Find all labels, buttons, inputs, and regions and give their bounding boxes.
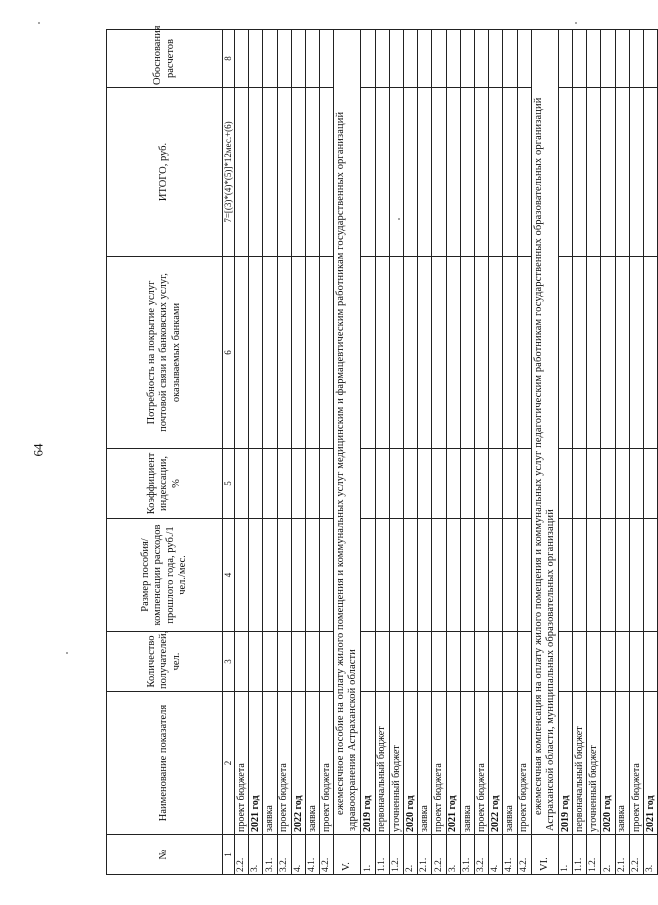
empty-cell xyxy=(277,88,291,257)
col-header-name: Наименование показателя xyxy=(107,692,223,835)
table-row xyxy=(263,30,277,875)
empty-cell xyxy=(601,632,615,692)
empty-cell xyxy=(629,88,643,257)
empty-cell xyxy=(503,632,517,692)
col-header-num: № xyxy=(107,835,223,875)
row-number: 2.2. xyxy=(235,835,249,875)
empty-cell xyxy=(460,519,474,632)
index-cell: 6 xyxy=(223,257,235,449)
empty-cell xyxy=(601,257,615,449)
row-number: 3.1. xyxy=(263,835,277,875)
row-label: заявка xyxy=(305,692,319,835)
row-number: 3.2. xyxy=(474,835,488,875)
empty-cell xyxy=(277,519,291,632)
empty-cell xyxy=(389,88,403,257)
table-row xyxy=(587,30,601,875)
empty-cell xyxy=(305,449,319,519)
row-number: 4.2. xyxy=(320,835,334,875)
empty-cell xyxy=(474,257,488,449)
row-number: 1.2. xyxy=(587,835,601,875)
empty-cell xyxy=(474,449,488,519)
section-row xyxy=(531,30,558,875)
empty-cell xyxy=(235,257,249,449)
empty-cell xyxy=(263,632,277,692)
empty-cell xyxy=(263,88,277,257)
empty-cell xyxy=(517,30,531,88)
empty-cell xyxy=(629,632,643,692)
empty-cell xyxy=(263,257,277,449)
scan-speck xyxy=(38,22,40,24)
col-header-justification: Обоснования расчетов xyxy=(107,30,223,88)
empty-cell xyxy=(446,257,460,449)
empty-cell xyxy=(404,30,418,88)
table-row xyxy=(474,30,488,875)
empty-cell xyxy=(249,449,263,519)
table-row xyxy=(235,30,249,875)
empty-cell xyxy=(601,88,615,257)
empty-cell xyxy=(235,449,249,519)
empty-cell xyxy=(432,88,446,257)
empty-cell xyxy=(320,632,334,692)
empty-cell xyxy=(489,519,503,632)
row-number: 1. xyxy=(558,835,572,875)
empty-cell xyxy=(375,88,389,257)
empty-cell xyxy=(460,257,474,449)
empty-cell xyxy=(361,519,375,632)
empty-cell xyxy=(629,519,643,632)
row-label: проект бюджета xyxy=(629,692,643,835)
row-label: 2021 год xyxy=(249,692,263,835)
empty-cell xyxy=(489,30,503,88)
table-row xyxy=(643,30,657,875)
row-number: 4. xyxy=(489,835,503,875)
section-row xyxy=(334,30,361,875)
empty-cell xyxy=(558,449,572,519)
empty-cell xyxy=(375,257,389,449)
row-number: 1.1. xyxy=(573,835,587,875)
table-row xyxy=(573,30,587,875)
empty-cell xyxy=(503,449,517,519)
empty-cell xyxy=(489,257,503,449)
row-label: первоначальный бюджет xyxy=(375,692,389,835)
empty-cell xyxy=(418,519,432,632)
section-title: ежемесячное пособие на оплату жилого помещения и коммунальных услуг медицинским и фармацевтическим работникам государственных организаций здравоохранения Астраханской области xyxy=(334,30,361,835)
empty-cell xyxy=(446,632,460,692)
row-label: заявка xyxy=(418,692,432,835)
empty-cell xyxy=(615,257,629,449)
table-row xyxy=(432,30,446,875)
col-header-total: ИТОГО, руб. xyxy=(107,88,223,257)
empty-cell xyxy=(601,30,615,88)
empty-cell xyxy=(587,449,601,519)
row-number: 3. xyxy=(446,835,460,875)
table-row xyxy=(615,30,629,875)
index-row xyxy=(223,30,235,875)
empty-cell xyxy=(460,30,474,88)
empty-cell xyxy=(517,449,531,519)
empty-cell xyxy=(432,519,446,632)
empty-cell xyxy=(615,30,629,88)
empty-cell xyxy=(277,449,291,519)
empty-cell xyxy=(573,632,587,692)
row-label: уточненный бюджет xyxy=(389,692,403,835)
empty-cell xyxy=(305,30,319,88)
row-label: 2021 год xyxy=(643,692,657,835)
empty-cell xyxy=(361,449,375,519)
empty-cell xyxy=(389,632,403,692)
empty-cell xyxy=(291,519,305,632)
empty-cell xyxy=(291,30,305,88)
row-number: 3.1. xyxy=(460,835,474,875)
empty-cell xyxy=(474,519,488,632)
table-row xyxy=(601,30,615,875)
empty-cell xyxy=(235,88,249,257)
empty-cell xyxy=(615,632,629,692)
empty-cell xyxy=(263,30,277,88)
empty-cell xyxy=(305,519,319,632)
empty-cell xyxy=(573,449,587,519)
index-cell: 2 xyxy=(223,692,235,835)
empty-cell xyxy=(291,88,305,257)
budget-table xyxy=(106,25,658,875)
empty-cell xyxy=(503,88,517,257)
empty-cell xyxy=(503,519,517,632)
empty-cell xyxy=(361,632,375,692)
table-row xyxy=(629,30,643,875)
empty-cell xyxy=(291,632,305,692)
empty-cell xyxy=(235,30,249,88)
empty-cell xyxy=(446,88,460,257)
empty-cell xyxy=(573,257,587,449)
row-label: первоначальный бюджет xyxy=(573,692,587,835)
empty-cell xyxy=(375,519,389,632)
empty-cell xyxy=(432,257,446,449)
index-cell: 4 xyxy=(223,519,235,632)
table-row xyxy=(460,30,474,875)
row-number: 2.1. xyxy=(615,835,629,875)
empty-cell xyxy=(615,519,629,632)
table-row xyxy=(503,30,517,875)
empty-cell xyxy=(320,449,334,519)
empty-cell xyxy=(643,257,657,449)
empty-cell xyxy=(305,632,319,692)
empty-cell xyxy=(558,88,572,257)
row-number: 1.2. xyxy=(389,835,403,875)
row-label: 2021 год xyxy=(446,692,460,835)
row-number: 3. xyxy=(643,835,657,875)
table-row xyxy=(249,30,263,875)
empty-cell xyxy=(615,449,629,519)
empty-cell xyxy=(489,449,503,519)
empty-cell xyxy=(277,632,291,692)
row-label: 2022 год xyxy=(291,692,305,835)
empty-cell xyxy=(629,30,643,88)
empty-cell xyxy=(404,449,418,519)
empty-cell xyxy=(643,449,657,519)
table-row xyxy=(389,30,403,875)
row-label: проект бюджета xyxy=(432,692,446,835)
index-cell: 1 xyxy=(223,835,235,875)
empty-cell xyxy=(249,88,263,257)
empty-cell xyxy=(291,449,305,519)
empty-cell xyxy=(389,257,403,449)
empty-cell xyxy=(460,632,474,692)
empty-cell xyxy=(418,257,432,449)
empty-cell xyxy=(558,257,572,449)
table-row xyxy=(305,30,319,875)
empty-cell xyxy=(643,519,657,632)
row-label: проект бюджета xyxy=(474,692,488,835)
empty-cell xyxy=(558,30,572,88)
empty-cell xyxy=(601,449,615,519)
index-cell: 3 xyxy=(223,632,235,692)
empty-cell xyxy=(375,449,389,519)
empty-cell xyxy=(629,257,643,449)
empty-cell xyxy=(474,632,488,692)
empty-cell xyxy=(489,632,503,692)
empty-cell xyxy=(320,519,334,632)
empty-cell xyxy=(320,30,334,88)
row-label: заявка xyxy=(615,692,629,835)
table-row xyxy=(489,30,503,875)
empty-cell xyxy=(432,449,446,519)
empty-cell xyxy=(629,449,643,519)
row-number: 1.1. xyxy=(375,835,389,875)
empty-cell xyxy=(263,519,277,632)
empty-cell xyxy=(615,88,629,257)
table-row xyxy=(361,30,375,875)
empty-cell xyxy=(460,88,474,257)
empty-cell xyxy=(418,88,432,257)
table-row xyxy=(375,30,389,875)
empty-cell xyxy=(558,632,572,692)
row-number: 4.1. xyxy=(305,835,319,875)
empty-cell xyxy=(432,632,446,692)
row-number: 3. xyxy=(249,835,263,875)
empty-cell xyxy=(418,632,432,692)
empty-cell xyxy=(277,30,291,88)
empty-cell xyxy=(517,257,531,449)
section-number: V. xyxy=(334,835,361,875)
row-number: 2.2. xyxy=(432,835,446,875)
empty-cell xyxy=(446,519,460,632)
empty-cell xyxy=(587,88,601,257)
row-label: проект бюджета xyxy=(517,692,531,835)
table-row xyxy=(517,30,531,875)
row-label: 2022 год xyxy=(489,692,503,835)
empty-cell xyxy=(643,632,657,692)
empty-cell xyxy=(235,632,249,692)
empty-cell xyxy=(263,449,277,519)
empty-cell xyxy=(503,257,517,449)
empty-cell xyxy=(389,449,403,519)
row-number: 2. xyxy=(404,835,418,875)
empty-cell xyxy=(389,30,403,88)
empty-cell xyxy=(404,257,418,449)
empty-cell xyxy=(517,632,531,692)
row-number: 2.1. xyxy=(418,835,432,875)
row-label: проект бюджета xyxy=(320,692,334,835)
col-header-index: Коэффициент индексации, % xyxy=(107,449,223,519)
empty-cell xyxy=(404,88,418,257)
empty-cell xyxy=(418,30,432,88)
empty-cell xyxy=(601,519,615,632)
empty-cell xyxy=(361,30,375,88)
empty-cell xyxy=(432,30,446,88)
section-number: VI. xyxy=(531,835,558,875)
header-row xyxy=(107,30,223,875)
empty-cell xyxy=(474,88,488,257)
empty-cell xyxy=(249,632,263,692)
empty-cell xyxy=(375,632,389,692)
empty-cell xyxy=(517,519,531,632)
row-label: уточненный бюджет xyxy=(587,692,601,835)
empty-cell xyxy=(643,30,657,88)
empty-cell xyxy=(375,30,389,88)
empty-cell xyxy=(305,257,319,449)
table-row xyxy=(418,30,432,875)
row-label: заявка xyxy=(503,692,517,835)
empty-cell xyxy=(460,449,474,519)
empty-cell xyxy=(249,30,263,88)
empty-cell xyxy=(446,449,460,519)
scan-speck xyxy=(66,652,68,654)
empty-cell xyxy=(389,519,403,632)
empty-cell xyxy=(277,257,291,449)
table-row xyxy=(277,30,291,875)
empty-cell xyxy=(643,88,657,257)
empty-cell xyxy=(305,88,319,257)
empty-cell xyxy=(320,88,334,257)
row-number: 2. xyxy=(601,835,615,875)
empty-cell xyxy=(249,519,263,632)
row-label: проект бюджета xyxy=(277,692,291,835)
index-cell: 8 xyxy=(223,30,235,88)
scan-speck xyxy=(575,22,577,24)
row-number: 4.2. xyxy=(517,835,531,875)
row-number: 4. xyxy=(291,835,305,875)
col-header-services: Потребность на покрытие услуг почтовой связи и банковских услуг, оказываемых банками xyxy=(107,257,223,449)
empty-cell xyxy=(361,88,375,257)
empty-cell xyxy=(361,257,375,449)
col-header-allowance: Размер пособия/компенсации расходов прошлого года, руб./1 чел./мес. xyxy=(107,519,223,632)
table-row xyxy=(558,30,572,875)
section-title: ежемесячная компенсация на оплату жилого помещения и коммунальных услуг педагогическим работникам государственных образовательных организаций Астраханской области, муниципальных образовательных организаций xyxy=(531,30,558,835)
row-label: заявка xyxy=(263,692,277,835)
empty-cell xyxy=(404,632,418,692)
row-label: заявка xyxy=(460,692,474,835)
rotated-page xyxy=(106,25,656,875)
empty-cell xyxy=(517,88,531,257)
empty-cell xyxy=(573,519,587,632)
table-row xyxy=(320,30,334,875)
row-number: 1. xyxy=(361,835,375,875)
row-label: 2019 год xyxy=(361,692,375,835)
empty-cell xyxy=(489,88,503,257)
empty-cell xyxy=(474,30,488,88)
col-header-recipients: Количество получателей, чел. xyxy=(107,632,223,692)
row-number: 3.2. xyxy=(277,835,291,875)
row-number: 4.1. xyxy=(503,835,517,875)
empty-cell xyxy=(573,88,587,257)
row-label: 2020 год xyxy=(404,692,418,835)
row-label: 2019 год xyxy=(558,692,572,835)
empty-cell xyxy=(587,30,601,88)
empty-cell xyxy=(573,30,587,88)
empty-cell xyxy=(503,30,517,88)
empty-cell xyxy=(418,449,432,519)
table-row xyxy=(291,30,305,875)
row-label: 2020 год xyxy=(601,692,615,835)
page-number: 64 xyxy=(30,443,46,457)
index-cell-formula: 7=[(3)*(4)*(5)]*12мес.+(6) xyxy=(223,88,235,257)
empty-cell xyxy=(446,30,460,88)
empty-cell xyxy=(558,519,572,632)
empty-cell xyxy=(587,632,601,692)
empty-cell xyxy=(249,257,263,449)
empty-cell xyxy=(404,519,418,632)
index-cell: 5 xyxy=(223,449,235,519)
empty-cell xyxy=(235,519,249,632)
row-label: проект бюджета xyxy=(235,692,249,835)
table-row xyxy=(446,30,460,875)
table-row xyxy=(404,30,418,875)
empty-cell xyxy=(587,519,601,632)
empty-cell xyxy=(320,257,334,449)
empty-cell xyxy=(587,257,601,449)
row-number: 2.2. xyxy=(629,835,643,875)
empty-cell xyxy=(291,257,305,449)
